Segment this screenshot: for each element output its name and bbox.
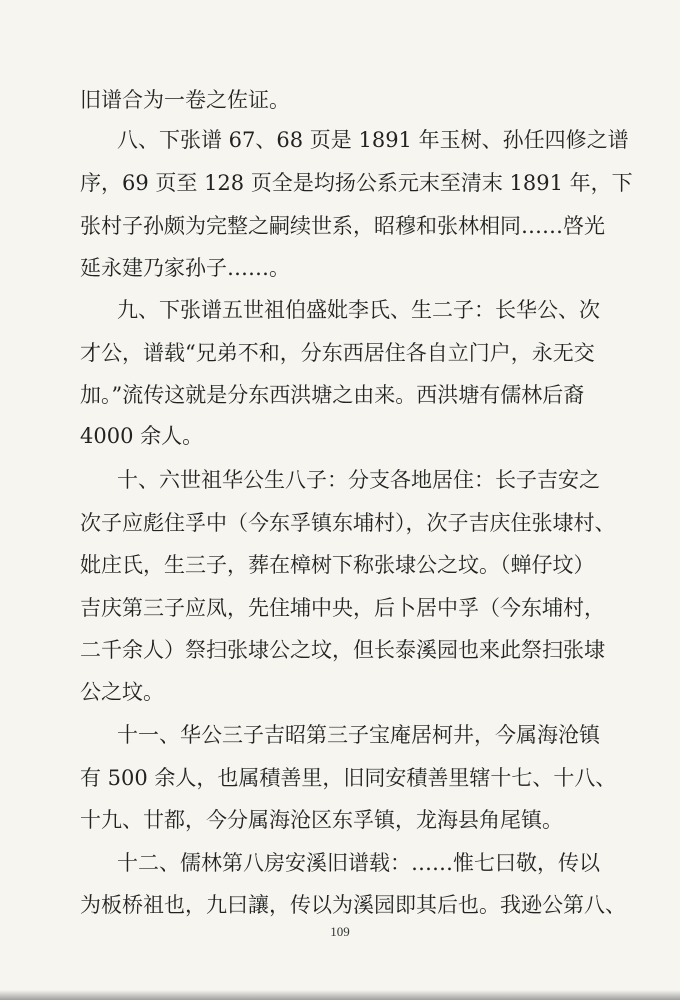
text-line-2: 八、下张谱 67、68 页是 1891 年玉树、孙任四修之谱 (117, 128, 629, 152)
text-line-1: 旧谱合为一卷之佐证。 (80, 88, 290, 112)
text-line-3: 序，69 页至 128 页全是均扬公系元末至清末 1891 年，下 (80, 171, 633, 195)
text-line-11: 次子应彪住孚中（今东孚镇东埔村），次子吉庆住张埭村、 (80, 511, 616, 535)
scan-edge-shadow (0, 990, 680, 1000)
text-line-8: 加。”流传这就是分东西洪塘之由来。西洪塘有儒林后裔 (80, 383, 585, 407)
text-line-20: 为板桥祖也，九曰讓，传以为溪园即其后也。我逊公第八、 (80, 893, 626, 917)
text-line-5: 延永建乃家孙子……。 (80, 256, 290, 280)
text-line-7: 才公，谱载“兄弟不和，分东西居住各自立门户，永无交 (80, 341, 595, 365)
text-line-6: 九、下张谱五世祖伯盛妣李氏、生二子：长华公、次 (117, 298, 600, 322)
text-line-15: 公之坟。 (80, 680, 164, 704)
text-line-4: 张村子孙颇为完整之嗣续世系，昭穆和张林相同……啓光 (80, 214, 605, 238)
text-line-14: 二千余人）祭扫张埭公之坟，但长泰溪园也来此祭扫张埭 (80, 638, 605, 662)
page-number: 109 (330, 924, 350, 939)
text-line-17: 有 500 余人，也属積善里，旧同安積善里辖十七、十八、 (80, 766, 617, 790)
text-line-16: 十一、华公三子吉昭第三子宝庵居柯井，今属海沧镇 (117, 723, 600, 747)
text-line-10: 十、六世祖华公生八子：分支各地居住：长子吉安之 (117, 468, 600, 492)
text-line-18: 十九、廿都，今分属海沧区东孚镇，龙海县角尾镇。 (80, 808, 563, 832)
text-line-13: 吉庆第三子应凤，先住埔中央，后卜居中孚（今东埔村， (80, 596, 605, 620)
text-line-9: 4000 余人。 (80, 424, 204, 448)
text-line-12: 妣庄氏，生三子，葬在樟树下称张埭公之坟。（蝉仔坟） (80, 553, 595, 577)
text-line-19: 十二、儒林第八房安溪旧谱载：……惟七曰敬，传以 (117, 851, 600, 875)
